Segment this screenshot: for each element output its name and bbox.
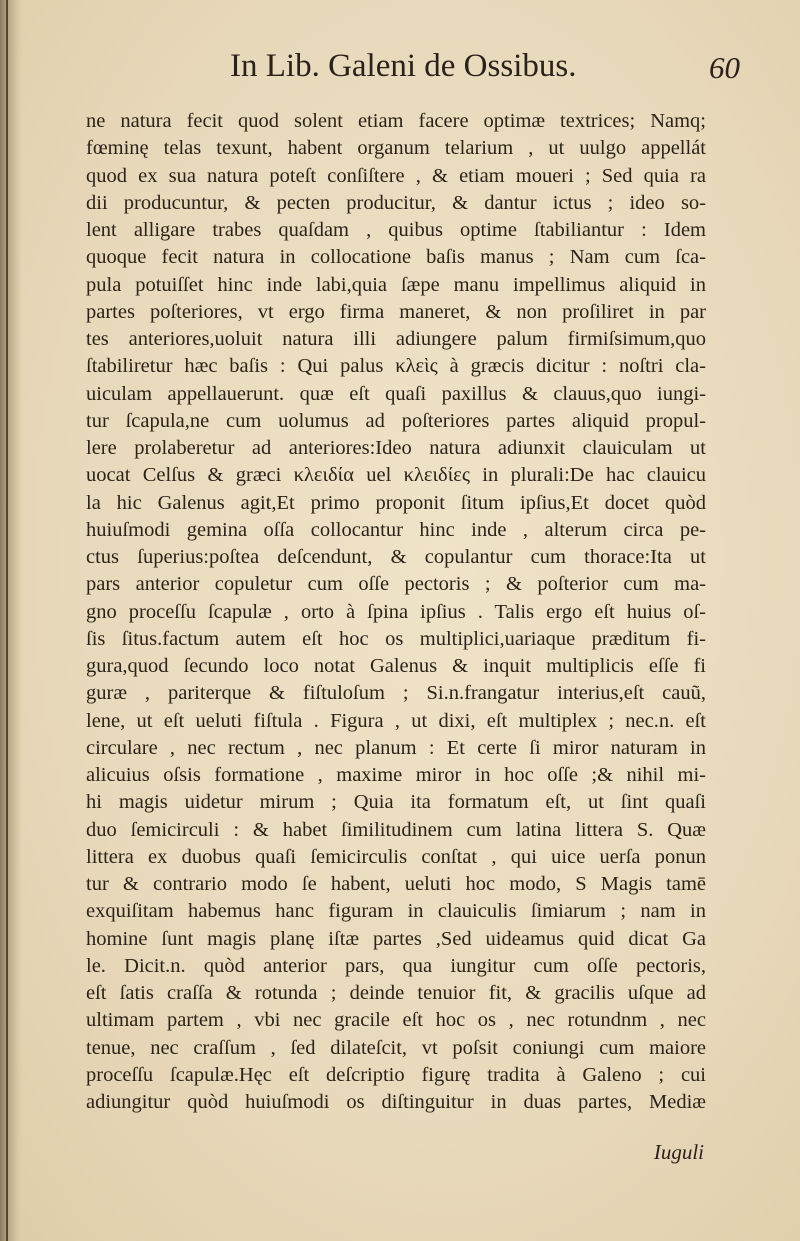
text-line: alicuius oſsis formatione , maxime miror in hoc oſſe ;& nihil mi- — [86, 764, 706, 786]
text-line: guræ , pariterque & fiſtuloſum ; Si.n.frangatur interius,eſt cauũ, — [86, 682, 706, 705]
text-line: ſtabiliretur hæc baſis : Qui palus κλεὶς à græcis dicitur : noſtri cla- — [86, 355, 706, 378]
text-line: gura,quod ſecundo loco notat Galenus & inquit multiplicis eſſe fi — [86, 655, 706, 677]
body-text — [86, 108, 706, 1116]
text-line: tur & contrario modo ſe habent, ueluti hoc modo, S Magis tamē — [86, 873, 706, 895]
text-line: tur ſcapula,ne cum uolumus ad poſteriores partes aliquid propul- — [86, 409, 706, 432]
page-number: 60 — [709, 50, 740, 85]
text-line: exquiſitam habemus hanc figuram in clauiculis ſimiarum ; nam in — [86, 900, 706, 923]
text-line: ctus ſuperius:poſtea deſcendunt, & copulantur cum thorace:Ita ut — [86, 546, 706, 568]
text-line: uocat Celſus & græci κλειδία uel κλειδίες in plurali:De hac clauicu — [86, 464, 706, 487]
text-line: littera ex duobus quaſi ſemicirculis conſtat , qui uice uerſa ponun — [86, 845, 706, 868]
book-spine-shadow — [0, 0, 22, 1241]
text-line: dii producuntur, & pecten producitur, & dantur ictus ; ideo so- — [86, 191, 706, 214]
text-line: partes poſteriores, vt ergo firma maneret, & non proſiliret in par — [86, 300, 706, 323]
text-line: eſt ſatis craſſa & rotunda ; deinde tenuior fit, & gracilis uſque ad — [86, 982, 706, 1004]
text-line: ne natura fecit quod solent etiam facere optimæ textrices; Namq; — [86, 110, 706, 132]
text-line: pula potuiſſet hinc inde labi,quia ſæpe manu impellimus aliquid in — [86, 273, 706, 296]
text-line: quoque fecit natura in collocatione baſis manus ; Nam cum ſca- — [86, 246, 706, 269]
text-line: pars anterior copuletur cum oſſe pectoris ; & poſterior cum ma- — [86, 573, 706, 596]
spine-edge-line — [6, 0, 8, 1241]
text-line: huiuſmodi gemina oſſa collocantur hinc inde , alterum circa pe- — [86, 518, 706, 541]
text-line: circulare , nec rectum , nec planum : Et certe ſi miror naturam in — [86, 736, 706, 759]
text-line: lent alligare trabes quaſdam , quibus optime ſtabiliantur : Idem — [86, 219, 706, 241]
text-line: la hic Galenus agit,Et primo proponit ſitum ipſius,Et docet quòd — [86, 491, 706, 514]
text-line: adiungitur quòd huiuſmodi os diſtinguitur in duas partes, Mediæ — [86, 1091, 706, 1113]
text-line: ultimam partem , vbi nec gracile eſt hoc os , nec rotundnm , nec — [86, 1009, 706, 1032]
catchword: Iuguli — [653, 1140, 704, 1164]
text-line: lene, ut eſt ueluti fiſtula . Figura , ut dixi, eſt multiplex ; nec.n. eſt — [86, 709, 706, 732]
text-line: tes anteriores,uoluit natura illi adiungere palum firmiſsimum,quo — [86, 328, 706, 350]
text-line: quod ex sua natura poteſt conſiſtere , & etiam moueri ; Sed quia ra — [86, 164, 706, 187]
page-header — [80, 48, 740, 92]
text-line: fœminę telas texunt, habent organum telarium , ut uulgo appellát — [86, 137, 706, 160]
text-line: homine ſunt magis planę iſtæ partes ,Sed uideamus quid dicat Ga — [86, 927, 706, 950]
text-line: uiculam appellauerunt. quæ eſt quaſi paxillus & clauus,quo iungi- — [86, 382, 706, 405]
text-line: proceſſu ſcapulæ.Hęc eſt deſcriptio figurę tradita à Galeno ; cui — [86, 1063, 706, 1086]
text-line: duo ſemicirculi : & habet ſimilitudinem cum latina littera S. Quæ — [86, 818, 706, 841]
text-line: lere prolaberetur ad anteriores:Ideo natura adiunxit clauiculam ut — [86, 437, 706, 459]
text-line: le. Dicit.n. quòd anterior pars, qua iungitur cum oſſe pectoris, — [86, 954, 706, 977]
text-line: tenue, nec craſſum , ſed dilateſcit, vt poſsit coniungi cum maiore — [86, 1036, 706, 1059]
running-title: In Lib. Galeni de Ossibus. — [230, 48, 577, 84]
text-line: ſis ſitus.factum autem eſt hoc os multiplici,uariaque præditum fi- — [86, 627, 706, 650]
text-line: gno proceſſu ſcapulæ , orto à ſpina ipſius . Talis ergo eſt huius oſ- — [86, 600, 706, 623]
text-line: hi magis uidetur mirum ; Quia ita formatum eſt, ut ſint quaſi — [86, 791, 706, 814]
